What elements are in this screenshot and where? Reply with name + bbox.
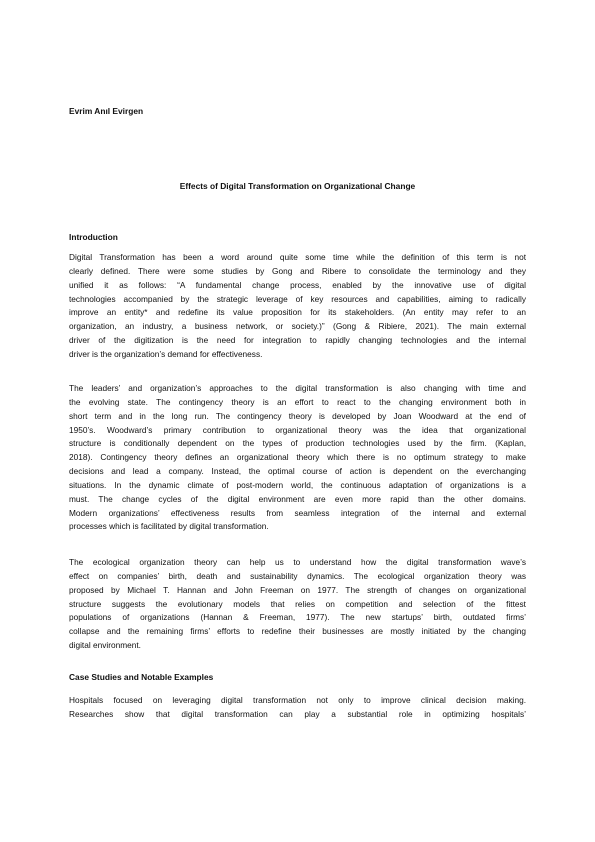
text-line: Digital Transformation has been a word around quite some time while the definition of this term is not [69, 252, 526, 262]
text-line: populations of organizations (Hannan & Freeman, 1977). The new startups’ birth, outdated firms’ [69, 612, 526, 623]
text-line: improve an entity* and redefine its value proposition for its stakeholders. (An entity may refer to an [69, 307, 526, 318]
text-line: collapse and the remaining firms’ efforts to redefine their businesses are mostly initiated by the changing [69, 626, 526, 637]
text-line: Researches show that digital transformation can play a substantial role in optimizing hospitals’ [69, 708, 526, 719]
text-line: unified it as follows: “A fundamental change process, enabled by the innovative use of digital [69, 279, 526, 290]
text-line: clearly defined. There were some studies by Gong and Ribere to consolidate the terminology and they [69, 265, 526, 276]
text-line: 1950’s. Woodward’s primary contribution to organizational theory was the idea that organizational [69, 424, 526, 435]
text-line: 2018). Contingency theory defines an organizational theory which there is no optimum strategy to make [69, 452, 526, 463]
text-line: situations. In the dynamic climate of post-modern world, the continuous adaptation of organizations is a [69, 479, 526, 490]
text-line: driver of the digitization is the need for integration to rapidly changing technologies and the internal [69, 335, 526, 346]
section-heading-case-studies: Case Studies and Notable Examples [69, 672, 214, 682]
text-line: the evolving state. The contingency theory is an effort to react to the changing environment both in [69, 396, 526, 407]
text-line: The ecological organization theory can help us to understand how the digital transformation wave’s [69, 557, 526, 567]
text-line: driver is the organization’s demand for effectiveness. [69, 348, 263, 359]
document-title: Effects of Digital Transformation on Organizational Change [179, 181, 416, 191]
paragraph [69, 694, 526, 722]
text-line: proposed by Michael T. Hannan and John Freeman on 1977. The strength of changes on organizational [69, 584, 526, 595]
paragraph [69, 556, 526, 653]
author-name: Evrim Anıl Evirgen [69, 106, 144, 116]
text-line: The leaders’ and organization’s approaches to the digital transformation is also changing with time and [69, 383, 526, 393]
text-line: structure suggests the evolutionary models that relies on competition and selection of the fittest [69, 598, 526, 609]
text-line: must. The change cycles of the digital environment are even more rapid than the other domains. [69, 493, 526, 504]
text-line: decisions and lead a company. Instead, the optimal course of action is dependent on the everchanging [69, 466, 526, 477]
text-line: processes which is facilitated by digital transformation. [69, 521, 269, 532]
text-line: Modern organizations’ effectiveness results from seamless integration of the internal and external [69, 507, 526, 518]
text-line: short term and in the long run. The contingency theory is developed by Joan Woodward at the end of [69, 410, 526, 421]
text-line: organization, an industry, a business network, or society.)” (Gong & Ribiere, 2021). The main external [69, 321, 526, 332]
text-line: structure is conditionally dependent on the types of production technologies used by the firm. (Kaplan, [69, 438, 526, 449]
text-line: Hospitals focused on leveraging digital transformation not only to improve clinical decision making. [69, 695, 526, 705]
paragraph [69, 251, 526, 362]
section-heading-introduction: Introduction [69, 232, 118, 242]
paragraph [69, 382, 526, 534]
text-line: digital environment. [69, 640, 141, 651]
text-line: technologies accompanied by the strategic leverage of key resources and capabilities, aiming to radically [69, 293, 526, 304]
text-line: effect on companies’ birth, death and sustainability dynamics. The ecological organization theory was [69, 570, 526, 581]
